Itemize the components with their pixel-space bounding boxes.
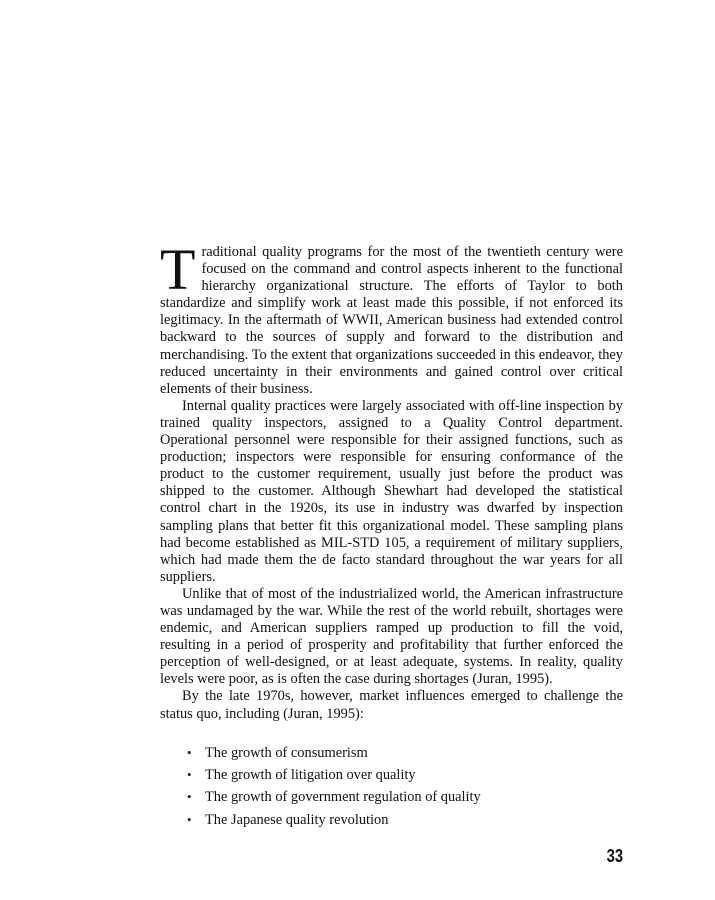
body-text bbox=[160, 237, 623, 831]
page-number: 33 bbox=[606, 846, 623, 866]
list-item bbox=[187, 786, 623, 808]
list-item-text: The growth of government regulation of quality bbox=[205, 789, 481, 806]
paragraph-1 bbox=[160, 237, 623, 398]
paragraph-4: By the late 1970s, however, market influences emerged to challenge the status quo, including (Juran, 1995): bbox=[160, 688, 623, 722]
paragraph-2: Internal quality practices were largely associated with off-line inspection by trained quality inspectors, assigned to a Quality Control department. Operational personnel were responsible for their assigned functions, such as production; inspectors were responsible for ensuring conformance of the product to the customer requirement, usually just before the product was shipped to the customer. Although Shewhart had developed the statistical control chart in the 1920s, its use in industry was dwarfed by inspection sampling plans that better fit this organizational model. These sampling plans had become established as MIL-STD 105, a requirement of military suppliers, which had made them the de facto standard throughout the war years for all suppliers. bbox=[160, 397, 623, 585]
paragraph-3: Unlike that of most of the industrialized world, the American infrastructure was undamaged by the war. While the rest of the world rebuilt, shortages were endemic, and American suppliers ramped up production to fill the void, resulting in a period of prosperity and profitability that further enforced the perception of well-designed, or at least adequate, systems. In reality, quality levels were poor, as is often the case during shortages (Juran, 1995). bbox=[160, 585, 623, 688]
bullet-icon: • bbox=[187, 789, 192, 805]
bullet-list bbox=[160, 742, 623, 831]
drop-cap: T bbox=[160, 237, 196, 302]
list-item-text: The Japanese quality revolution bbox=[205, 811, 389, 828]
list-item-text: The growth of litigation over quality bbox=[205, 766, 416, 783]
bullet-icon: • bbox=[187, 766, 192, 782]
bullet-icon: • bbox=[187, 811, 192, 827]
list-item bbox=[187, 764, 623, 786]
bullet-icon: • bbox=[187, 744, 192, 760]
paragraph-1-text: raditional quality programs for the most of the twentieth century were focused on the command and control aspects inherent to the functional hierarchy organizational structure. The efforts of Taylor to both standardize and simplify work at least made this possible, if not enforced its legitimacy. In the aftermath of WWII, American business had extended control backward to the sources of supply and forward to the distribution and merchandising. To the extent that organizations succeeded in this endeavor, they reduced uncertainty in their environments and gained control over critical elements of their business. bbox=[160, 244, 623, 397]
list-item bbox=[187, 742, 623, 764]
list-item bbox=[187, 809, 623, 831]
list-item-text: The growth of consumerism bbox=[205, 744, 368, 761]
